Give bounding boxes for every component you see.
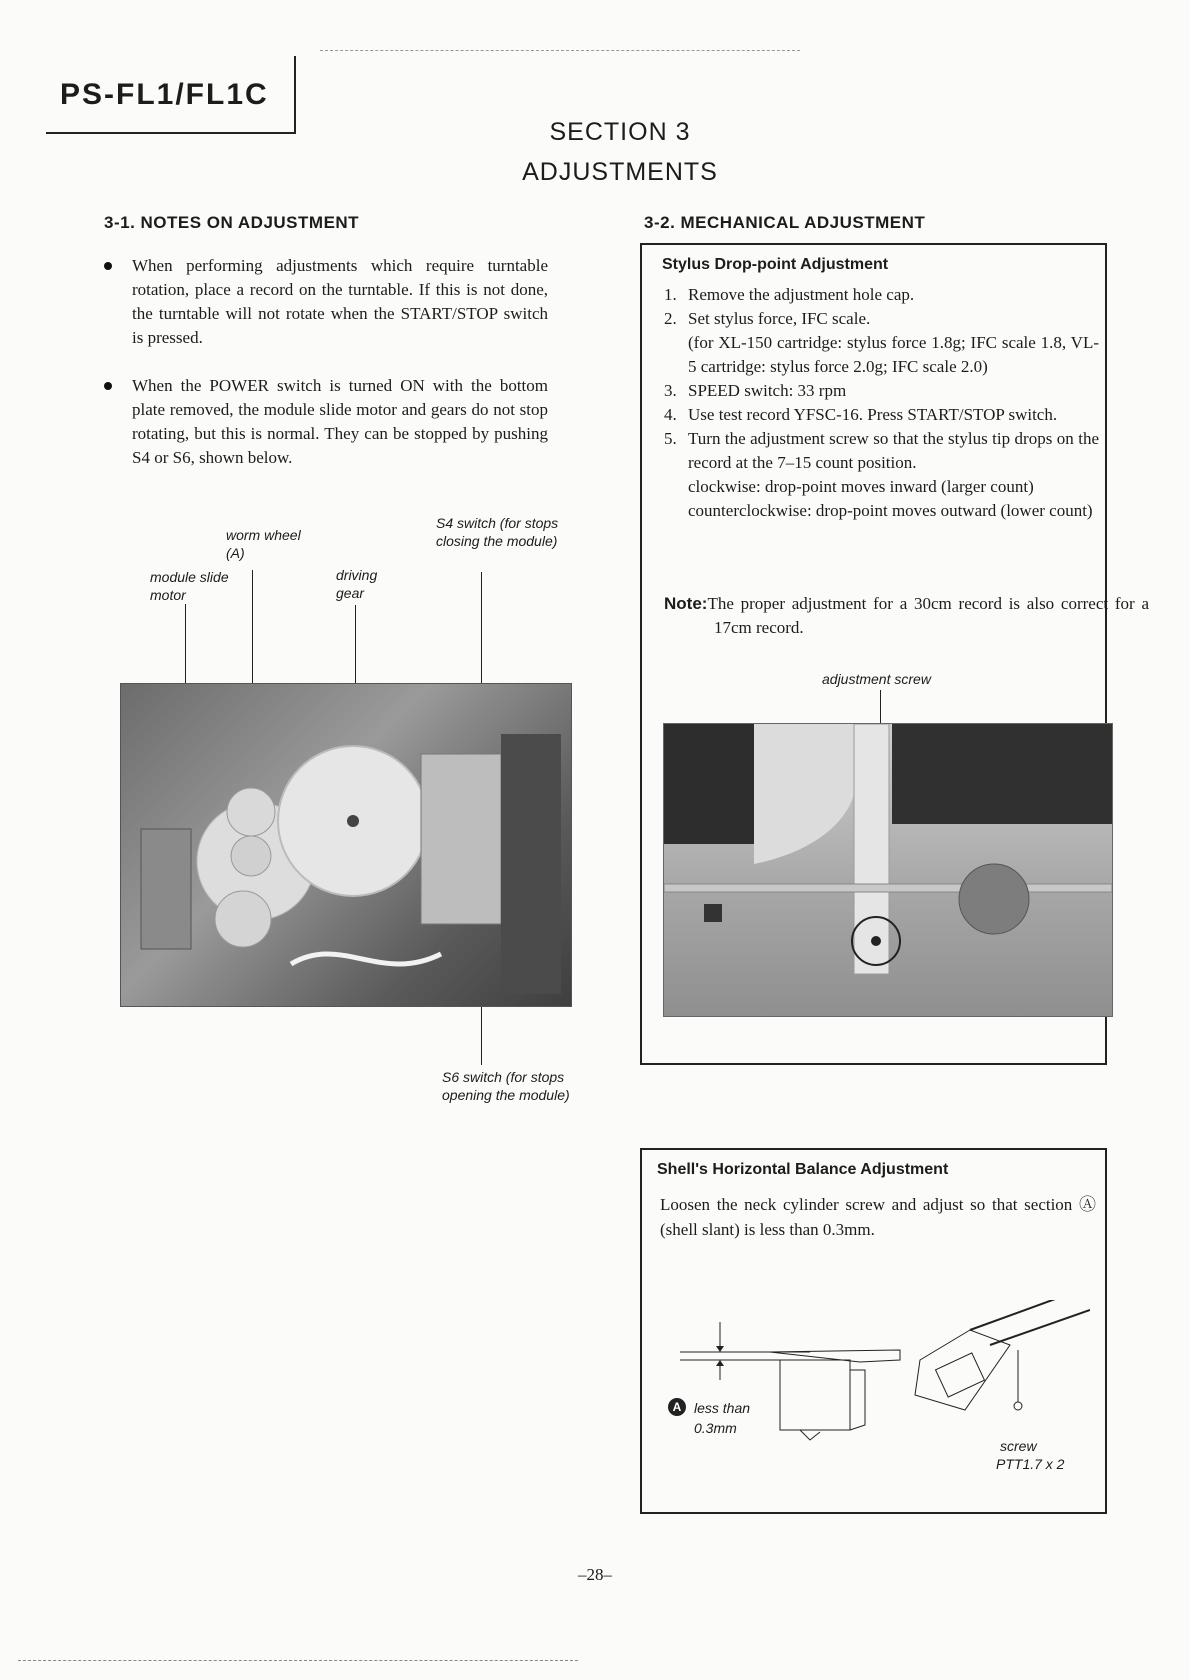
step-text: Use test record YFSC-16. Press START/STOP switch.	[688, 405, 1058, 424]
mechanism-photo	[120, 683, 572, 1007]
step-item	[664, 307, 1099, 331]
bottom-scan-rule	[18, 1660, 578, 1661]
notes-heading: 3-1. NOTES ON ADJUSTMENT	[104, 213, 360, 232]
shell-box-text: Loosen the neck cylinder screw and adjust so that section Ⓐ (shell slant) is less than 0.3mm.	[660, 1195, 1096, 1239]
note-block	[664, 592, 1149, 640]
step-text: SPEED switch: 33 rpm	[688, 381, 847, 400]
step-item	[664, 331, 1099, 379]
step-item	[664, 379, 1099, 403]
step-text: clockwise: drop-point moves inward (larger count)	[688, 477, 1034, 496]
mechanical-heading: 3-2. MECHANICAL ADJUSTMENT	[644, 213, 926, 232]
note-text: The proper adjustment for a 30cm record is also correct for a 17cm record.	[707, 594, 1149, 637]
screw-label: screw	[1000, 1438, 1037, 1454]
step-text: counterclockwise: drop-point moves outward (lower count)	[688, 501, 1093, 520]
s4-switch-label: S4 switch (for stops closing the module)	[436, 515, 559, 549]
list-item	[100, 374, 548, 470]
section-a-letter: A	[672, 1400, 682, 1414]
bullet-icon	[104, 262, 112, 270]
step-number: 4.	[664, 405, 677, 424]
step-number: 5.	[664, 429, 677, 448]
step-item	[664, 499, 1099, 523]
screw-spec-label: PTT1.7 x 2	[996, 1456, 1065, 1472]
section-a-badge	[668, 1398, 686, 1416]
turntable-illustration	[664, 724, 1112, 1016]
step-item	[664, 403, 1099, 427]
worm-wheel-label: worm wheel (A)	[226, 527, 301, 561]
step-item	[664, 427, 1099, 475]
step-number: 1.	[664, 285, 677, 304]
top-scan-rule	[320, 50, 800, 51]
adjustment-screw-label: adjustment screw	[822, 671, 931, 687]
shell-box-title: Shell's Horizontal Balance Adjustment	[657, 1161, 949, 1178]
page-number: –28–	[578, 1565, 612, 1584]
step-text: Set stylus force, IFC scale.	[688, 309, 871, 328]
model-title: PS-FL1/FL1C	[60, 78, 269, 111]
step-text: Turn the adjustment screw so that the stylus tip drops on the record at the 7–15 count position.	[688, 429, 1099, 472]
turntable-photo	[663, 723, 1113, 1017]
s6-switch-label: S6 switch (for stops opening the module)	[442, 1069, 570, 1103]
list-item	[100, 254, 548, 350]
note-text: When the POWER switch is turned ON with the bottom plate removed, the module slide motor and gears do not stop rotating, but this is normal. They can be stopped by pushing S4 or S6, shown below.	[132, 376, 548, 467]
less-than-value: 0.3mm	[694, 1420, 737, 1436]
section-subtitle: ADJUSTMENTS	[522, 158, 718, 186]
step-text: Remove the adjustment hole cap.	[688, 285, 915, 304]
driving-gear-label: driving gear	[336, 567, 378, 601]
gear-illustration	[121, 684, 571, 1006]
stylus-steps	[664, 283, 1099, 523]
step-number: 3.	[664, 381, 677, 400]
step-number: 2.	[664, 309, 677, 328]
module-slide-motor-label: module slide motor	[150, 569, 229, 603]
step-text: (for XL-150 cartridge: stylus force 1.8g; IFC scale 1.8, VL-5 cartridge: stylus force 2.0g; IFC scale 2.0)	[688, 333, 1099, 376]
section-title: SECTION 3	[549, 118, 691, 146]
stylus-box-title: Stylus Drop-point Adjustment	[662, 256, 889, 273]
note-text: When performing adjustments which require turntable rotation, place a record on the turntable. If this is not done, the turntable will not rotate when the START/STOP switch is pressed.	[132, 256, 548, 347]
step-item	[664, 283, 1099, 307]
bullet-icon	[104, 382, 112, 390]
step-item	[664, 475, 1099, 499]
note-label: Note:	[664, 594, 708, 613]
notes-list	[100, 254, 548, 494]
less-than-label: less than	[694, 1400, 751, 1416]
